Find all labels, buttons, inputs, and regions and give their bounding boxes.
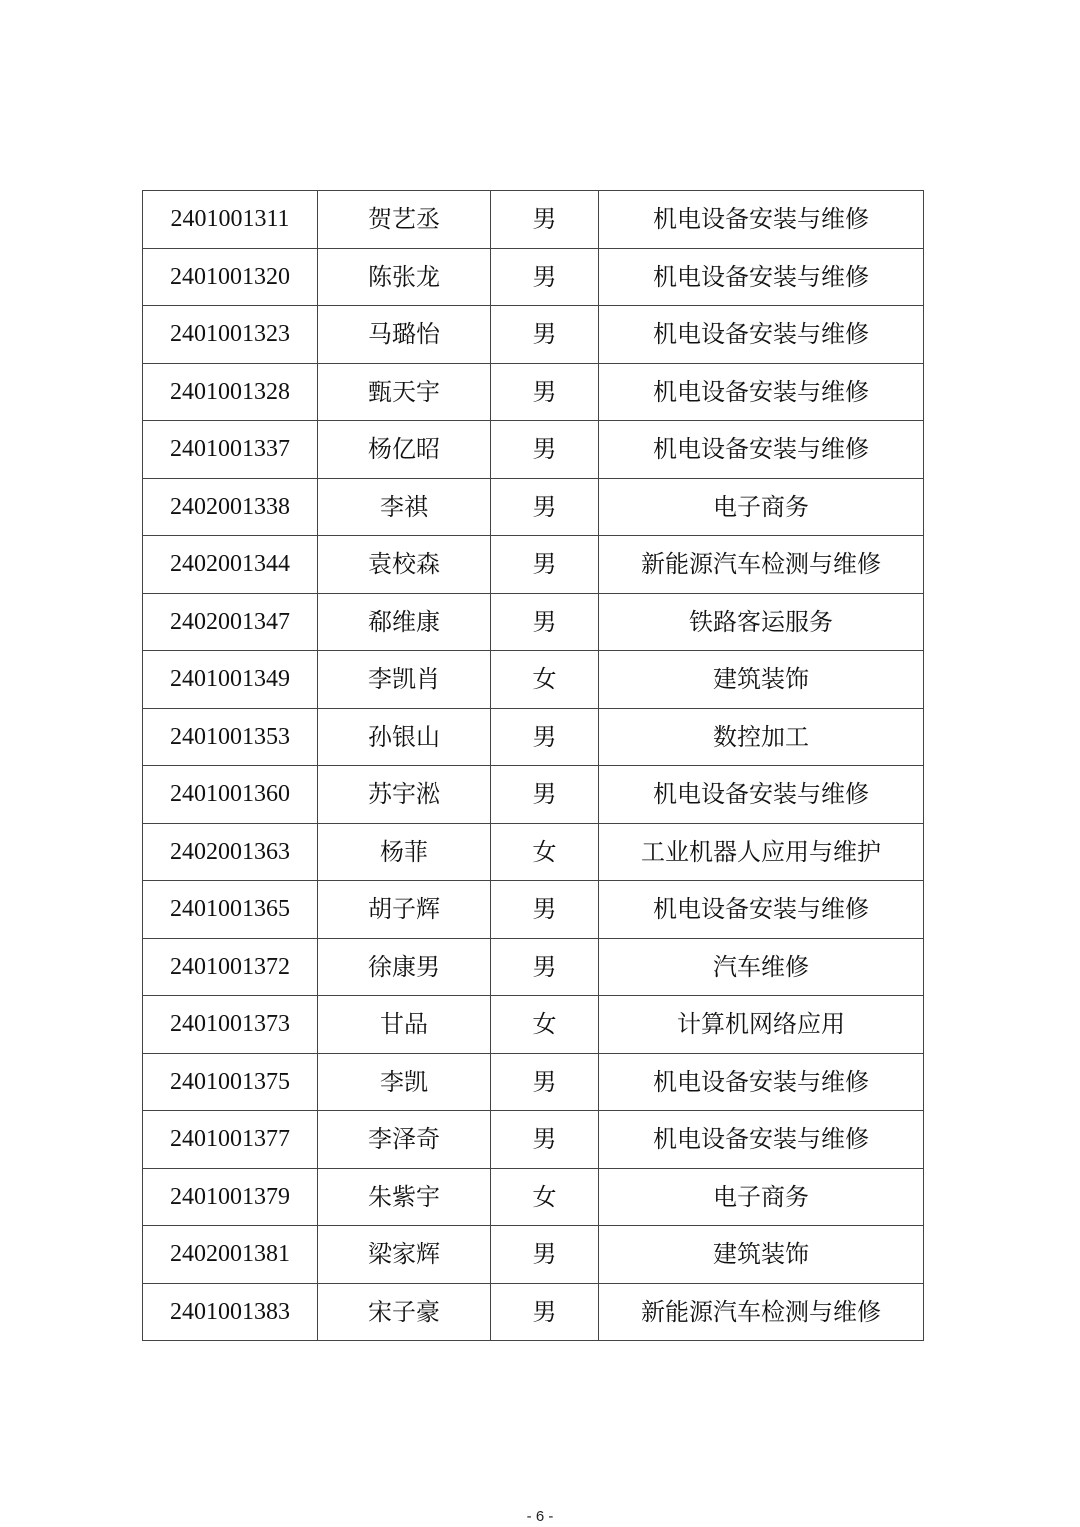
major-cell: 电子商务 <box>599 1168 924 1226</box>
page-number: - 6 - <box>526 1508 554 1525</box>
student-name-cell: 杨菲 <box>318 823 491 881</box>
table-row <box>143 1226 924 1284</box>
student-id-cell: 2401001323 <box>143 306 318 364</box>
student-name-cell: 宋子豪 <box>318 1283 491 1341</box>
table-row <box>143 1053 924 1111</box>
student-name-cell: 陈张龙 <box>318 248 491 306</box>
student-name-cell: 李泽奇 <box>318 1111 491 1169</box>
table-row <box>143 421 924 479</box>
student-id-cell: 2401001328 <box>143 363 318 421</box>
gender-cell: 男 <box>491 1053 599 1111</box>
student-name-cell: 杨亿昭 <box>318 421 491 479</box>
student-name-cell: 甘品 <box>318 996 491 1054</box>
table-row <box>143 996 924 1054</box>
major-cell: 机电设备安装与维修 <box>599 248 924 306</box>
major-cell: 建筑装饰 <box>599 651 924 709</box>
student-id-cell: 2401001349 <box>143 651 318 709</box>
table-row <box>143 823 924 881</box>
gender-cell: 女 <box>491 1168 599 1226</box>
student-name-cell: 马璐怡 <box>318 306 491 364</box>
table-row <box>143 881 924 939</box>
gender-cell: 男 <box>491 938 599 996</box>
student-id-cell: 2401001383 <box>143 1283 318 1341</box>
student-id-cell: 2402001381 <box>143 1226 318 1284</box>
table-row <box>143 766 924 824</box>
table-row <box>143 363 924 421</box>
major-cell: 机电设备安装与维修 <box>599 191 924 249</box>
major-cell: 机电设备安装与维修 <box>599 1053 924 1111</box>
table-row <box>143 708 924 766</box>
table-row <box>143 478 924 536</box>
student-roster-table <box>142 190 924 1341</box>
major-cell: 机电设备安装与维修 <box>599 1111 924 1169</box>
gender-cell: 女 <box>491 996 599 1054</box>
student-id-cell: 2402001338 <box>143 478 318 536</box>
major-cell: 计算机网络应用 <box>599 996 924 1054</box>
student-id-cell: 2402001344 <box>143 536 318 594</box>
table-row <box>143 1283 924 1341</box>
gender-cell: 男 <box>491 1111 599 1169</box>
student-name-cell: 袁校森 <box>318 536 491 594</box>
gender-cell: 男 <box>491 708 599 766</box>
student-id-cell: 2401001353 <box>143 708 318 766</box>
student-id-cell: 2401001377 <box>143 1111 318 1169</box>
gender-cell: 男 <box>491 593 599 651</box>
major-cell: 电子商务 <box>599 478 924 536</box>
gender-cell: 男 <box>491 421 599 479</box>
student-name-cell: 贺艺丞 <box>318 191 491 249</box>
major-cell: 汽车维修 <box>599 938 924 996</box>
student-id-cell: 2401001365 <box>143 881 318 939</box>
gender-cell: 男 <box>491 881 599 939</box>
student-name-cell: 郗维康 <box>318 593 491 651</box>
major-cell: 机电设备安装与维修 <box>599 421 924 479</box>
table-row <box>143 248 924 306</box>
student-id-cell: 2401001379 <box>143 1168 318 1226</box>
table-row <box>143 593 924 651</box>
table-row <box>143 1168 924 1226</box>
gender-cell: 男 <box>491 1283 599 1341</box>
roster-body <box>143 191 924 1341</box>
student-name-cell: 李凯 <box>318 1053 491 1111</box>
gender-cell: 男 <box>491 536 599 594</box>
gender-cell: 男 <box>491 306 599 364</box>
student-name-cell: 甄天宇 <box>318 363 491 421</box>
table-row <box>143 1111 924 1169</box>
student-id-cell: 2401001372 <box>143 938 318 996</box>
major-cell: 机电设备安装与维修 <box>599 363 924 421</box>
student-id-cell: 2401001337 <box>143 421 318 479</box>
table-row <box>143 651 924 709</box>
student-id-cell: 2401001373 <box>143 996 318 1054</box>
student-id-cell: 2402001363 <box>143 823 318 881</box>
gender-cell: 男 <box>491 1226 599 1284</box>
major-cell: 机电设备安装与维修 <box>599 881 924 939</box>
major-cell: 新能源汽车检测与维修 <box>599 536 924 594</box>
gender-cell: 女 <box>491 823 599 881</box>
major-cell: 机电设备安装与维修 <box>599 306 924 364</box>
table-row <box>143 938 924 996</box>
major-cell: 新能源汽车检测与维修 <box>599 1283 924 1341</box>
student-name-cell: 苏宇淞 <box>318 766 491 824</box>
gender-cell: 男 <box>491 478 599 536</box>
table-row <box>143 191 924 249</box>
student-name-cell: 胡子辉 <box>318 881 491 939</box>
student-name-cell: 梁家辉 <box>318 1226 491 1284</box>
student-name-cell: 李凯肖 <box>318 651 491 709</box>
student-name-cell: 孙银山 <box>318 708 491 766</box>
gender-cell: 女 <box>491 651 599 709</box>
gender-cell: 男 <box>491 766 599 824</box>
student-name-cell: 朱紫宇 <box>318 1168 491 1226</box>
student-name-cell: 徐康男 <box>318 938 491 996</box>
student-id-cell: 2401001320 <box>143 248 318 306</box>
major-cell: 建筑装饰 <box>599 1226 924 1284</box>
major-cell: 工业机器人应用与维护 <box>599 823 924 881</box>
table-row <box>143 536 924 594</box>
gender-cell: 男 <box>491 248 599 306</box>
student-id-cell: 2401001311 <box>143 191 318 249</box>
table-row <box>143 306 924 364</box>
major-cell: 机电设备安装与维修 <box>599 766 924 824</box>
student-id-cell: 2401001360 <box>143 766 318 824</box>
student-id-cell: 2401001375 <box>143 1053 318 1111</box>
major-cell: 数控加工 <box>599 708 924 766</box>
student-id-cell: 2402001347 <box>143 593 318 651</box>
student-name-cell: 李祺 <box>318 478 491 536</box>
major-cell: 铁路客运服务 <box>599 593 924 651</box>
gender-cell: 男 <box>491 363 599 421</box>
gender-cell: 男 <box>491 191 599 249</box>
